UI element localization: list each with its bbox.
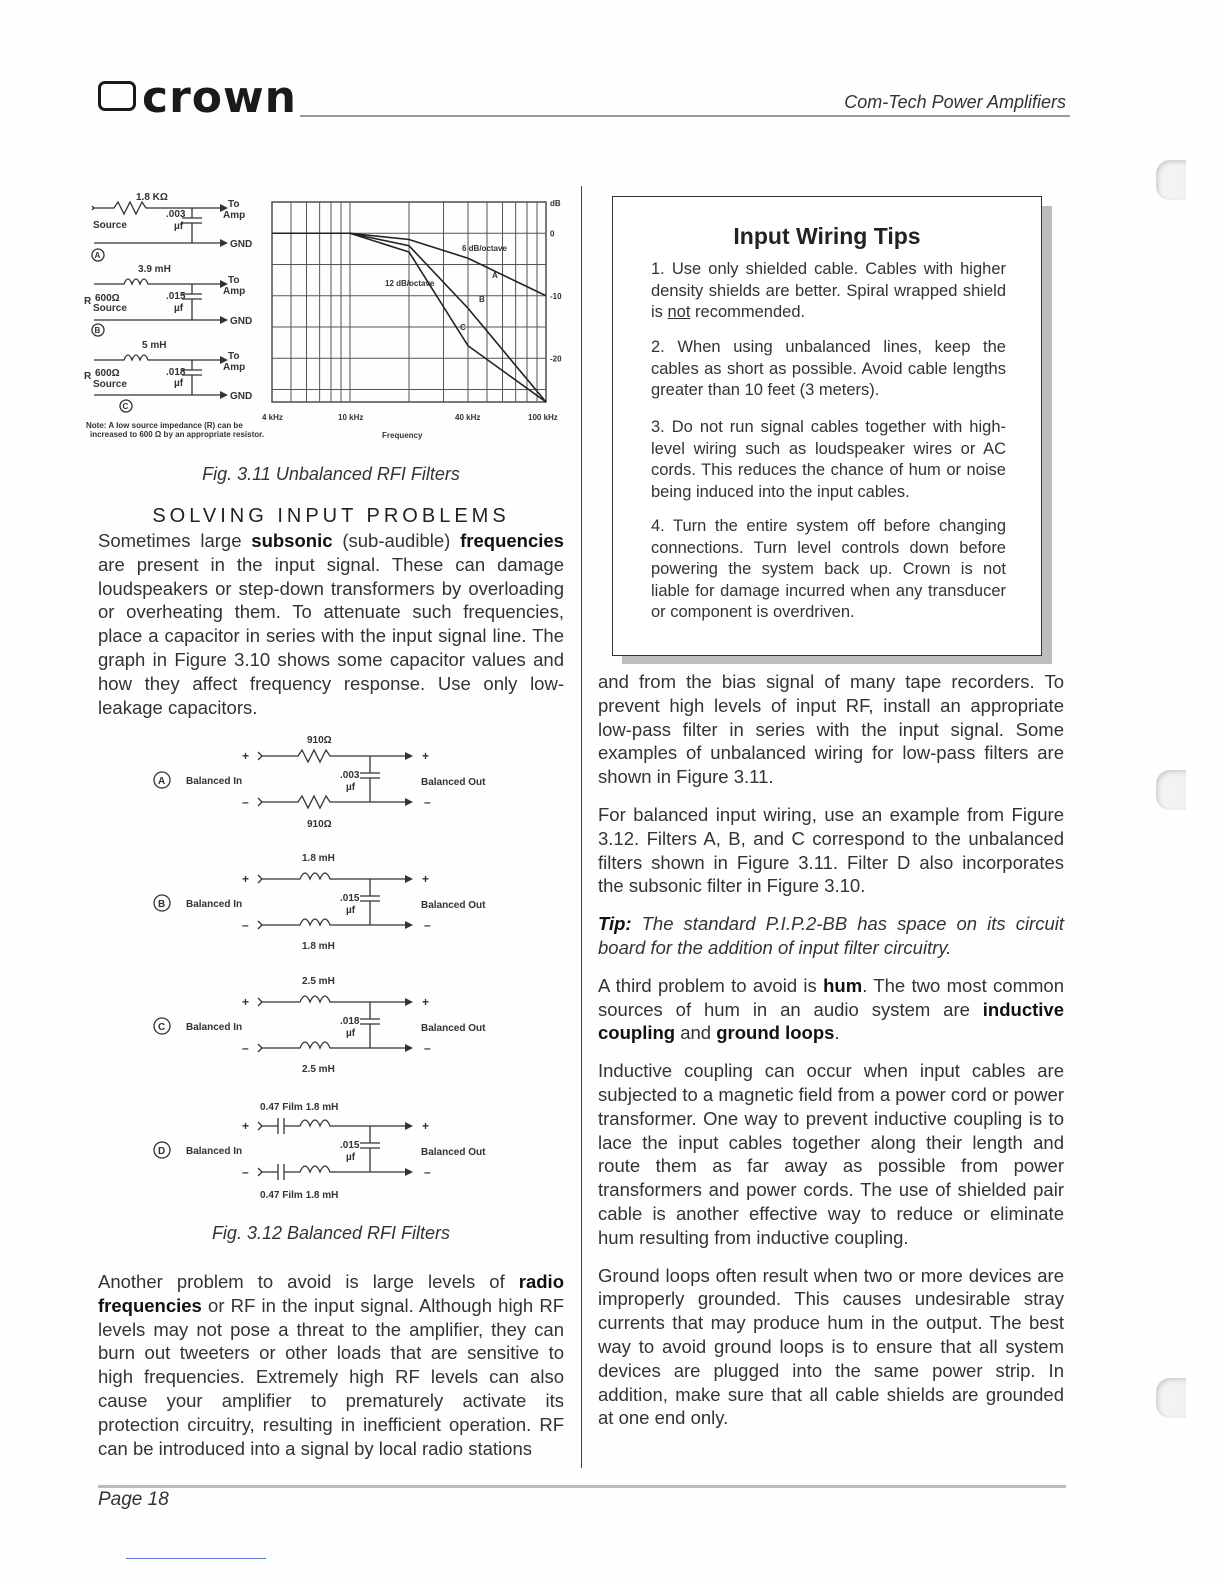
top-component-label: 1.8 mH xyxy=(302,853,335,864)
y-tick-10: -10 xyxy=(550,291,562,301)
tips-title: Input Wiring Tips xyxy=(733,223,921,249)
section-title: SOLVING INPUT PROBLEMS xyxy=(152,505,510,527)
arrow-icon xyxy=(405,752,413,760)
tip-box-shadow xyxy=(622,656,1052,664)
balanced-out-label: Balanced Out xyxy=(421,1023,486,1034)
plus-label: + xyxy=(422,749,430,763)
note-line-1: Note: A low source impedance (R) can be xyxy=(86,421,243,430)
arrow-icon xyxy=(220,391,228,399)
fig-3-11-caption: Fig. 3.11 Unbalanced RFI Filters xyxy=(202,464,460,484)
right-paragraph-inductive: Inductive coupling can occur when input cables are subjected to a magnetic field from a power cord or power transformer. One way to prevent inductive coupling is to lace the input cables together along their length and route them as far away as possible from power transformers and power cords. The use of shielded pair cable is another effective way to reduce or eliminate hum resulting from inductive coupling. xyxy=(598,1060,1064,1248)
minus-label: – xyxy=(424,918,431,932)
plus-label: + xyxy=(422,1119,430,1133)
cap-value: .015 xyxy=(340,893,360,904)
fig-3-11 xyxy=(80,180,570,450)
minus-label: – xyxy=(242,795,249,809)
cap-unit: µf xyxy=(346,1152,356,1163)
balanced-filter-b xyxy=(154,853,486,952)
bottom-link-line xyxy=(126,1558,266,1559)
arrow-icon xyxy=(405,1122,413,1130)
left-paragraph-1: Sometimes large subsonic (sub-audible) frequencies are present in the input signal. These can damage loudspeakers or step-down transformers by overloading or overheating them. To attenuate such frequencies, place a capacitor in series with the input signal line. The graph in Figure 3.10 shows some capacitor values and how they affect frequency response. Use only low-leakage capacitors. xyxy=(98,530,564,718)
inductor-symbol xyxy=(94,355,220,360)
unbalanced-filter-b xyxy=(84,264,252,336)
tip-item-4: 4. Turn the entire system off before changing connections. Turn level controls down before powering the system back up. Crown is not liable for damage incurred when any transducer or component is overdriven. xyxy=(651,517,1006,621)
note-line-2: increased to 600 Ω by an appropriate resistor. xyxy=(90,430,265,439)
arrow-icon xyxy=(405,998,413,1006)
unbalanced-filter-c xyxy=(84,340,252,412)
left-paragraph-2: Another problem to avoid is large levels of radio frequencies or RF in the input signal. Although high RF levels may not pose a threat to the amplifier, they can burn out tweeters or other loads that are sensitive to high frequencies. Extremely high RF levels can also cause your amplifier to prematurely activate its protection circuitry, resulting in inefficient operation. RF can be introduced into a signal by local radio stations xyxy=(98,1271,564,1459)
arrow-icon xyxy=(405,1168,413,1176)
x-tick-10k: 10 kHz xyxy=(338,413,364,422)
cap-unit: µf xyxy=(346,782,356,793)
tip-item-3: 3. Do not run signal cables together with high-level wiring such as loudspeaker wires or AC cords. This reduces the chance of hum or noise being induced into the input cables. xyxy=(651,418,1006,501)
header-rule xyxy=(300,115,1070,117)
cap-value: .015 xyxy=(340,1140,360,1151)
cap-b-value: .015 xyxy=(166,291,186,302)
x-axis-label: Frequency xyxy=(382,431,423,440)
filter-b-id: B xyxy=(158,899,166,910)
to-label: To xyxy=(228,351,240,362)
right-paragraph-tip: Tip: The standard P.I.P.2-BB has space on its circuit board for the addition of input filter circuitry. xyxy=(598,913,1064,958)
binder-hole xyxy=(1156,1378,1186,1418)
tip-box-shadow xyxy=(1042,206,1052,664)
minus-label: – xyxy=(424,1041,431,1055)
arrow-icon xyxy=(405,875,413,883)
right-paragraph-ground-loops: Ground loops often result when two or more devices are improperly grounded. This causes undesirable stray currents that may produce hum in the output. The best way to avoid ground loops is to ensure that all system devices are plugged into the same power strip. In addition, make sure that all cable shields are grounded at one end only. xyxy=(598,1264,1064,1429)
plus-label: + xyxy=(422,995,430,1009)
cap-a-unit: µf xyxy=(174,221,184,232)
r-label: R xyxy=(84,296,92,307)
x-tick-100k: 100 kHz xyxy=(528,413,558,422)
filter-a-id: A xyxy=(158,776,166,787)
arrow-icon xyxy=(405,1044,413,1052)
top-component-label: 2.5 mH xyxy=(302,976,335,987)
y-tick-0: 0 xyxy=(550,229,555,239)
unbalanced-filter-a xyxy=(92,192,252,261)
tip-item-1: 1. Use only shielded cable. Cables with higher density shields are better. Spiral wrapped shield is not recommended. xyxy=(651,260,1006,321)
y-unit-label: dB xyxy=(550,199,561,208)
bottom-component-label: 0.47 Film 1.8 mH xyxy=(260,1190,339,1201)
resistor-symbol xyxy=(94,202,220,214)
y-tick-20: -20 xyxy=(550,354,562,364)
balanced-filter-d xyxy=(154,1102,486,1201)
annotation-12db: 12 dB/octave xyxy=(385,279,435,288)
arrow-icon xyxy=(220,316,228,324)
page-number: Page 18 xyxy=(98,1489,169,1510)
annotation-6db: 6 dB/octave xyxy=(462,244,507,253)
right-paragraph-2: For balanced input wiring, use an example from Figure 3.12. Filters A, B, and C correspond to the unbalanced filters shown in Figure 3.11. Filter D also incorporates the subsonic filter in Figure 3.10. xyxy=(598,803,1064,897)
column-divider xyxy=(581,186,582,1468)
plus-label: + xyxy=(422,872,430,886)
arrow-icon xyxy=(405,921,413,929)
to-label: To xyxy=(228,199,240,210)
filter-a-id: A xyxy=(94,251,101,260)
source-label: Source xyxy=(93,379,127,390)
amp-label: Amp xyxy=(223,210,246,221)
plus-label: + xyxy=(242,995,250,1009)
res-label: 600Ω xyxy=(95,368,120,379)
binder-hole xyxy=(1156,160,1186,200)
plus-label: + xyxy=(242,749,250,763)
top-component-label: 0.47 Film 1.8 mH xyxy=(260,1102,339,1113)
gnd-label: GND xyxy=(230,316,253,327)
right-paragraph-hum: A third problem to avoid is hum. The two most common sources of hum in an audio system are inductive coupling and ground loops. xyxy=(598,974,1064,1044)
bottom-component-label: 2.5 mH xyxy=(302,1064,335,1075)
filter-c-id: C xyxy=(158,1022,166,1033)
cap-a-value: .003 xyxy=(166,209,186,220)
crown-logo xyxy=(98,72,297,123)
minus-label: – xyxy=(424,1165,431,1179)
cap-value: .003 xyxy=(340,770,360,781)
fig-3-12-caption: Fig. 3.12 Balanced RFI Filters xyxy=(211,1223,451,1243)
filter-b-inductor-label: 3.9 mH xyxy=(138,264,171,275)
amp-label: Amp xyxy=(223,362,246,373)
input-arrow xyxy=(92,206,94,210)
binder-hole xyxy=(1156,770,1186,810)
series-c-label: C xyxy=(460,323,466,332)
right-column-text xyxy=(598,670,1064,1444)
source-label: Source xyxy=(93,220,127,231)
filter-a-resistor-label: 1.8 KΩ xyxy=(136,192,168,203)
balanced-out-label: Balanced Out xyxy=(421,900,486,911)
footer-rule xyxy=(98,1485,1066,1488)
source-label: Source xyxy=(93,303,127,314)
filter-d-id: D xyxy=(158,1146,166,1157)
bottom-component-label: 1.8 mH xyxy=(302,941,335,952)
right-paragraph-1: and from the bias signal of many tape recorders. To prevent high levels of input RF, install an appropriate low-pass filter in series with the input signal. Some examples of unbalanced wiring for low-pass filters are shown in Figure 3.11. xyxy=(598,671,1064,788)
gnd-label: GND xyxy=(230,239,253,250)
tip-item-2: 2. When using unbalanced lines, keep the cables as short as possible. Avoid cable lengths greater than 10 feet (3 meters). xyxy=(651,338,1006,399)
minus-label: – xyxy=(424,795,431,809)
minus-label: – xyxy=(242,1041,249,1055)
balanced-out-label: Balanced Out xyxy=(421,1147,486,1158)
top-component-label: 910Ω xyxy=(307,735,332,746)
cap-b-unit: µf xyxy=(174,303,184,314)
balanced-filter-a xyxy=(154,735,486,830)
balanced-in-label: Balanced In xyxy=(186,1022,243,1033)
balanced-in-label: Balanced In xyxy=(186,1146,243,1157)
cap-unit: µf xyxy=(346,905,356,916)
filter-c-inductor-label: 5 mH xyxy=(142,340,167,351)
minus-label: – xyxy=(242,1165,249,1179)
plus-label: + xyxy=(242,872,250,886)
brand-name: crown xyxy=(142,72,297,123)
fig-3-12 xyxy=(140,728,540,1208)
amp-label: Amp xyxy=(223,286,246,297)
cap-c-value: .018 xyxy=(166,367,186,378)
header-title: Com-Tech Power Amplifiers xyxy=(844,92,1066,112)
cap-c-unit: µf xyxy=(174,378,184,389)
filter-c-id: C xyxy=(122,402,129,411)
plus-label: + xyxy=(242,1119,250,1133)
arrow-icon xyxy=(405,798,413,806)
series-a-label: A xyxy=(492,271,498,280)
r-label: R xyxy=(84,371,92,382)
to-label: To xyxy=(228,275,240,286)
inductor-symbol xyxy=(94,279,220,284)
x-tick-4k: 4 kHz xyxy=(262,413,283,422)
filter-b-id: B xyxy=(94,326,101,335)
cap-value: .018 xyxy=(340,1016,360,1027)
balanced-in-label: Balanced In xyxy=(186,776,243,787)
cap-unit: µf xyxy=(346,1028,356,1039)
balanced-in-label: Balanced In xyxy=(186,899,243,910)
balanced-out-label: Balanced Out xyxy=(421,777,486,788)
gnd-label: GND xyxy=(230,391,253,402)
res-label: 600Ω xyxy=(95,293,120,304)
crown-logo-icon xyxy=(98,81,136,111)
arrow-icon xyxy=(220,239,228,247)
balanced-filter-c xyxy=(154,976,486,1075)
input-wiring-tips-box xyxy=(612,196,1042,656)
x-tick-40k: 40 kHz xyxy=(455,413,481,422)
series-b-label: B xyxy=(479,295,485,304)
bottom-component-label: 910Ω xyxy=(307,819,332,830)
frequency-response-chart xyxy=(262,199,562,440)
minus-label: – xyxy=(242,918,249,932)
